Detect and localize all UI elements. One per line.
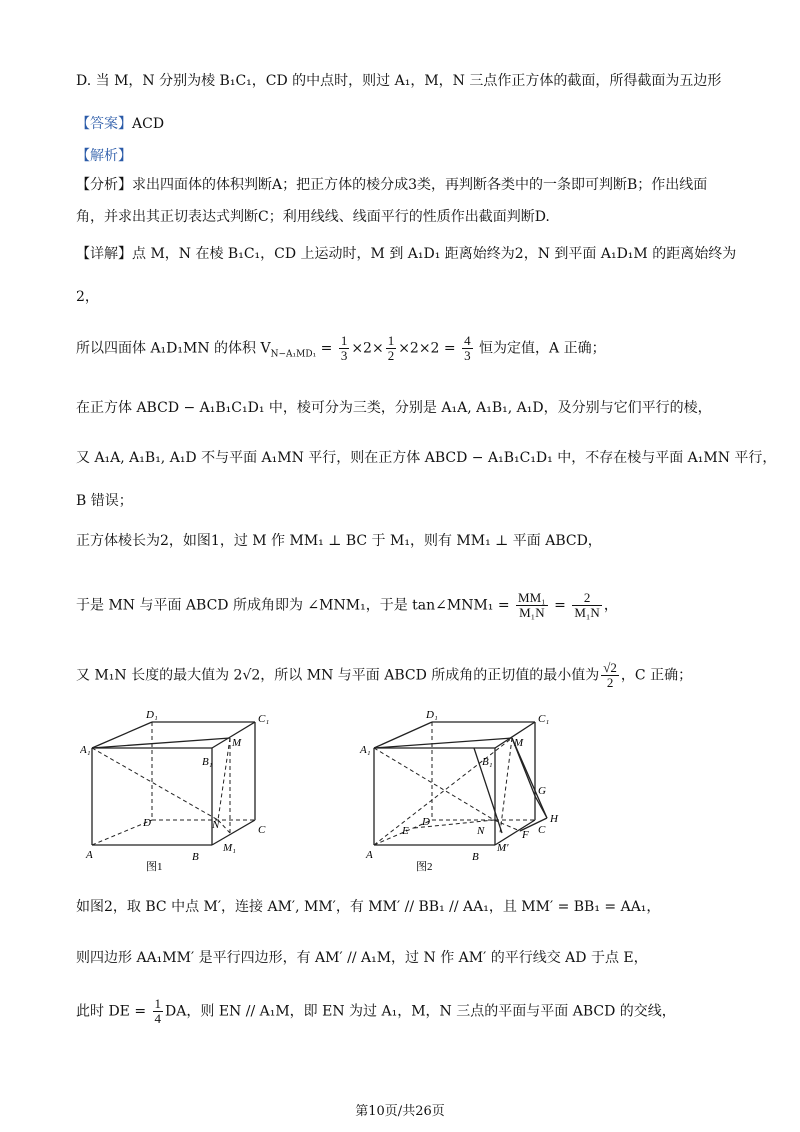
detail-line-2: 2，: [76, 289, 99, 305]
label-d1: D₁: [426, 709, 438, 721]
de-line: 此时 DE = $\frac{1}{4}$ DA，则 EN // A₁M，即 EN 为过 A₁，M，N 三点的平面与平面 ABCD 的交线，: [76, 996, 676, 1026]
fraction: $\frac{1}{4}$: [154, 996, 162, 1026]
label-d1: D₁: [146, 709, 158, 721]
label-b1: B₁: [202, 756, 213, 768]
label-d: D: [143, 817, 151, 829]
analysis-line-1: 【分析】求出四面体的体积判断A；把正方体的棱分成3类，再判断各类中的一条即可判断B；作出线面: [76, 177, 708, 193]
label-b: B: [192, 851, 199, 863]
answer-tag: 【答案】: [76, 116, 132, 132]
label-m: M: [232, 737, 242, 749]
fraction: $\frac{1}{3}$: [340, 333, 348, 363]
label-a: A: [86, 849, 93, 861]
detail-line-1: 【详解】点 M，N 在棱 B₁C₁，CD 上运动时，M 到 A₁D₁ 距离始终为2，N 到平面 A₁D₁M 的距离始终为: [76, 246, 737, 262]
cube-line-1: 在正方体 ABCD − A₁B₁C₁D₁ 中，棱可分为三类，分别是 A₁A, A₁B₁, A₁D，及分别与它们平行的棱，: [76, 400, 712, 416]
label-n: N: [212, 819, 220, 831]
figure-2: [352, 708, 572, 873]
label-f: F: [522, 829, 529, 841]
cube-line-2: 又 A₁A, A₁B₁, A₁D 不与平面 A₁MN 平行，则在正方体 ABCD − A₁B₁C₁D₁ 中，不存在棱与平面 A₁MN 平行，: [76, 450, 777, 466]
label-c1: C₁: [258, 713, 270, 725]
fraction: $\frac{\text{MM₁}}{\text{M₁N}}$: [518, 590, 546, 620]
label-c1: C₁: [538, 713, 550, 725]
figure-2-caption: 图2: [416, 861, 433, 873]
figure-2-line-2: 则四边形 AA₁MM′ 是平行四边形，有 AM′ // A₁M，过 N 作 AM′ 的平行线交 AD 于点 E，: [76, 950, 648, 966]
analysis-tag: 【解析】: [76, 148, 132, 164]
max-value-line: 又 M₁N 长度的最大值为 2√2，所以 MN 与平面 ABCD 所成角的正切值的最小值为 $\frac{√2}{2}$ ，C 正确；: [76, 660, 693, 690]
edge-length-line: 正方体棱长为2，如图1，过 M 作 MM₁ ⊥ BC 于 M₁，则有 MM₁ ⊥ 平面 ABCD，: [76, 533, 602, 549]
label-a: A: [366, 849, 373, 861]
volume-line: 所以四面体 A₁D₁MN 的体积 $V_{N-A_1MD_1}$ = $\frac{1}{3}$ ×2× $\frac{1}{2}$ ×2×2 = $\frac{4}{3}$ 恒为定值，A 正确；: [76, 333, 606, 363]
figure-1: [80, 708, 280, 873]
option-d-line: D. 当 M，N 分别为棱 B₁C₁，CD 的中点时，则过 A₁，M，N 三点作正方体的截面，所得截面为五边形: [76, 73, 722, 89]
label-e: E: [402, 825, 409, 837]
tangent-line: 于是 MN 与平面 ABCD 所成角即为 ∠MNM₁，于是 tan∠MNM₁ = $\frac{\text{MM₁}}{\text{M₁N}}$ = $\frac{2}{\text{M₁N}}$ ，: [76, 590, 618, 620]
fraction: $\frac{4}{3}$: [464, 333, 471, 363]
analysis-line-2: 角，并求出其正切表达式判断C；利用线线、线面平行的性质作出截面判断D.: [76, 209, 550, 225]
label-g: G: [538, 785, 546, 797]
figure-2-line-1: 如图2，取 BC 中点 M′，连接 AM′, MM′，有 MM′ // BB₁ // AA₁，且 MM′ = BB₁ = AA₁，: [76, 899, 661, 915]
answer-line: [76, 113, 740, 135]
label-m: M: [514, 737, 524, 749]
label-c: C: [538, 824, 546, 836]
label-b: B: [472, 851, 479, 863]
label-m1: M₁: [223, 842, 236, 854]
label-mprime: M′: [497, 842, 509, 854]
fraction: $\frac{1}{2}$: [387, 333, 395, 363]
figure-1-caption: 图1: [146, 861, 163, 873]
label-d: D: [422, 816, 430, 828]
cube-line-3: B 错误；: [76, 493, 133, 509]
label-n: N: [477, 825, 485, 837]
page-footer: 第10页/共26页: [355, 1104, 445, 1119]
label-a1: A₁: [360, 744, 371, 756]
fraction: $\frac{2}{\text{M₁N}}$: [574, 590, 600, 620]
label-h: H: [550, 813, 558, 825]
label-a1: A₁: [80, 744, 91, 756]
label-c: C: [258, 824, 266, 836]
fraction: $\frac{√2}{2}$: [603, 660, 617, 690]
answer-value: ACD: [132, 116, 165, 132]
label-b1: B₁: [482, 756, 493, 768]
